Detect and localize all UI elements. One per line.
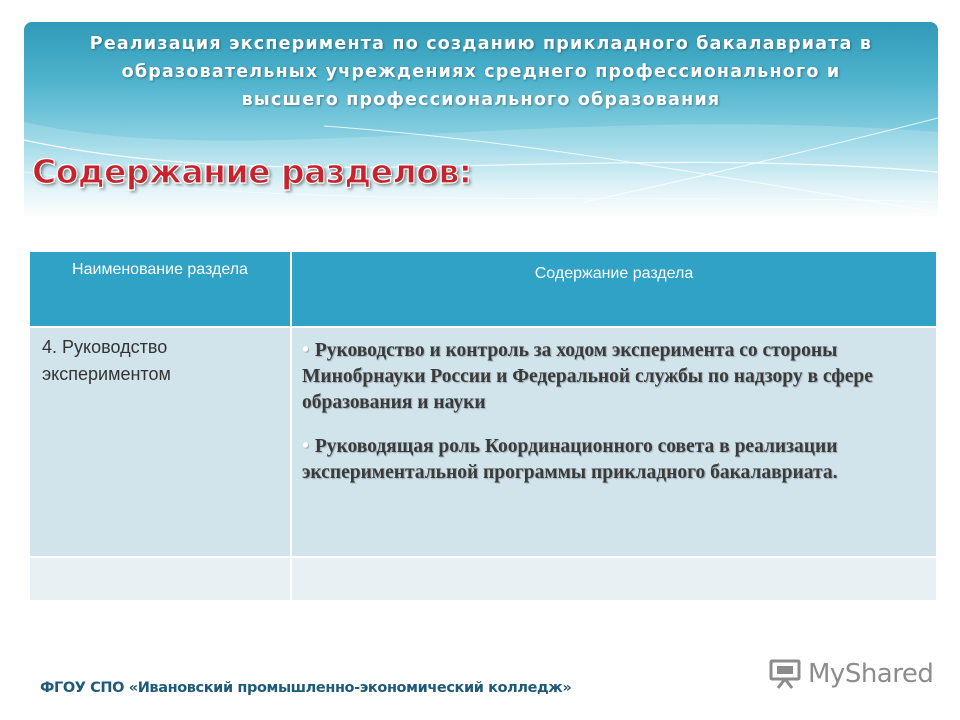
slide-title-line: образовательных учреждениях среднего профессионального и xyxy=(121,62,841,82)
column-header-section-content: Содержание раздела xyxy=(291,252,937,327)
table-row xyxy=(30,327,937,557)
slide-title-line: Реализация эксперимента по созданию прикладного бакалавриата в xyxy=(89,34,873,54)
column-header-section-name: Наименование раздела xyxy=(30,252,291,327)
section-heading: Содержание разделов: xyxy=(32,152,472,191)
table-header-row xyxy=(30,252,937,327)
slide-title xyxy=(24,30,938,114)
empty-cell xyxy=(291,557,937,601)
empty-cell xyxy=(30,557,291,601)
bullet-text: Руководящая роль Координационного совета в реализации экспериментальной программы прикладного бакалавриата. xyxy=(302,436,838,483)
bullet-dot-icon: • xyxy=(302,436,309,457)
sections-table xyxy=(30,252,938,602)
footer-organization: ФГОУ СПО «Ивановский промышленно-экономический колледж» xyxy=(40,680,572,696)
presentation-board-icon xyxy=(768,658,802,690)
section-content-cell xyxy=(291,327,937,557)
watermark-logo xyxy=(768,656,933,692)
slide-title-line: высшего профессионального образования xyxy=(241,90,721,110)
watermark-text: MyShared xyxy=(808,659,934,689)
bullet-item xyxy=(302,434,926,486)
bullet-dot-icon: • xyxy=(302,340,309,361)
table-row-empty xyxy=(30,557,937,601)
section-name-cell: 4. Руководство экспериментом xyxy=(30,327,291,557)
bullet-text: Руководство и контроль за ходом эксперимента со стороны Минобрнауки России и Федеральной службы по надзору в сфере образования и науки xyxy=(302,340,873,413)
bullet-item xyxy=(302,338,926,416)
